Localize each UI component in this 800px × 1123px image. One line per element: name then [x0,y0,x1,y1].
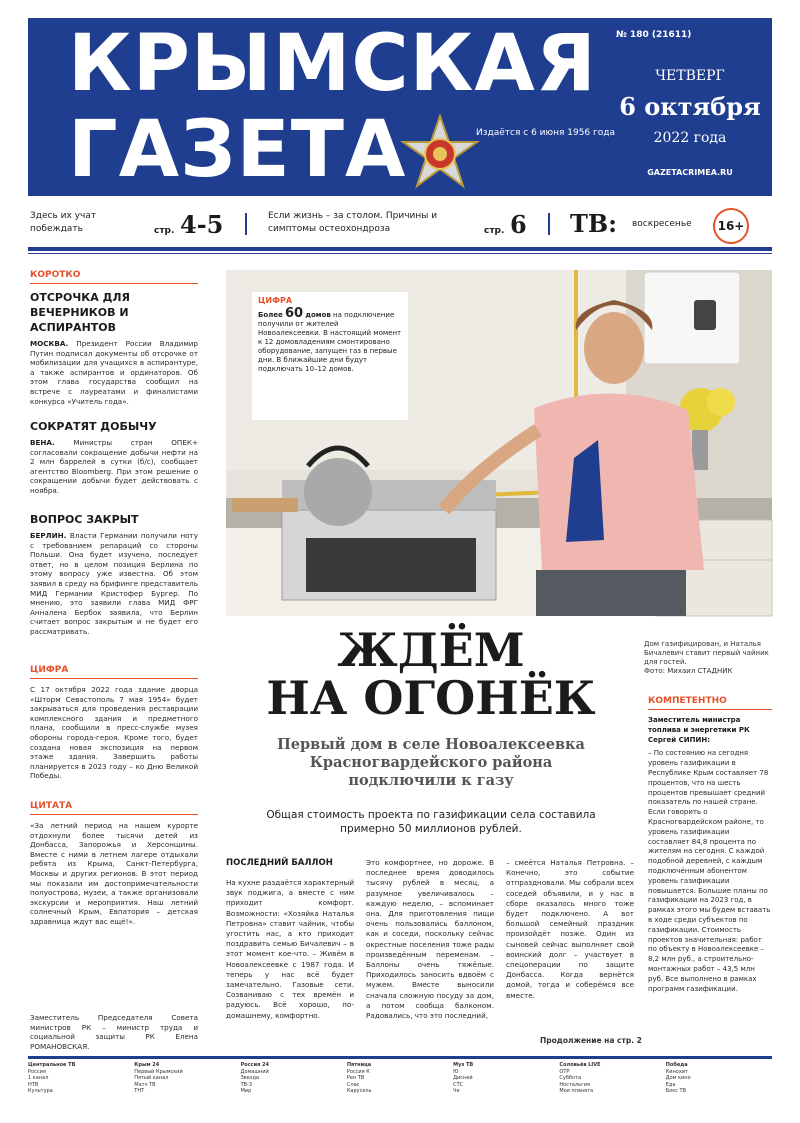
tv-channel: СТС [453,1081,464,1088]
section-label-figure: ЦИФРА [30,665,69,675]
teaser-2-str-label: стр. [484,226,505,236]
tv-column [134,1062,234,1095]
issue-number: № 180 (21611) [616,30,692,40]
news-1-body [30,339,198,413]
tv-channel: Дисней [453,1075,473,1081]
expert-body: – По состоянию на сегодня уровень газификации в Республике Крым составляет 78 процентов, что на шесть процентов превышает средний показатель по нашей стране. Если говорить о Красногвардейском районе, то уровень газификации составляет 84,8 процента по жителям на сегодня. С каждой подобной деревней, с каждым подключённым абонентом уровень газификации повышается. Большие планы по газификации на 2023 год, в рамках этого мы будем вставать в ходе среди субъектов по газификации. Стоимость проектов значительная: работ по объекту в Новоалексеевке – 8,2 млн руб., а строительно-монтажных работ – 43,5 млн руб. Все выполнено в рамках программ газификации. [648,749,771,993]
tv-channel-group: Крым 24 [134,1062,160,1068]
tv-channel: Ю [453,1068,459,1075]
teaser-2-page[interactable] [484,210,527,239]
tv-day: воскресенье [632,219,692,229]
issue-year: 2022 года [653,130,727,146]
tv-channel: Домашний [240,1068,269,1075]
headline-line2: НА ОГОНЁК [266,671,596,725]
news-2-text: Министры стран ОПЕК+ согласовали сокращение добычи нефти на 2 млн баррелей в сутки (б/с), сообщает агентство Bloomberg. При этом решение о сокращении добычи будет действовать с ноября. [30,438,198,495]
tv-channel: ТВ-3 [240,1081,253,1088]
photo-caption [644,640,770,676]
age-rating-badge: 16+ [713,208,749,244]
lead-line2: примерно 50 миллионов рублей. [340,823,522,835]
section-label-expert: КОМПЕТЕНТНО [648,696,727,706]
masthead-title-line1: КРЫМСКАЯ [68,19,597,109]
subheadline-line2: Красногвардейского района [309,754,553,771]
order-star-emblem-icon [400,114,480,194]
headline-line1: ЖДЁМ [337,623,525,677]
section-rule [30,283,198,284]
tv-channel: Рен ТВ [346,1075,365,1081]
issue-date: 6 октября [619,92,761,121]
teaser-2-page-number: 6 [510,210,527,239]
section-rule [30,678,198,679]
tv-channel-group: Центральное ТВ [28,1062,76,1068]
tv-channel: Бокс ТВ [665,1088,687,1094]
news-2-body [30,438,198,506]
tv-channel: Суббота [559,1075,582,1081]
quote-body: «За летний период на нашем курорте отдохнули более тысячи детей из Донбасса, Запорожья и Херсонщины. Вместе с ними в летнем лагере отдыхали ребята из Крыма, Санкт-Петербурга, Москвы и других регионов. В этот период мы показали им достопримечательности полуострова, музеи, а также организовали экскурсии и мероприятия. Наш летний солнечный Крым, Евпатория – детская здравница ждут вас ещё!». [30,821,198,926]
tv-channel: Мир [240,1088,252,1094]
website[interactable]: GAZETACRIMEA.RU [647,168,733,177]
tv-channel: Дом кино [665,1075,691,1081]
section-label-quote: ЦИТАТА [30,801,73,811]
photo-credit: Фото: Михаил СТАДНИК [644,667,733,675]
masthead [28,18,772,196]
continued-link[interactable]: Продолжение на стр. 2 [540,1036,642,1045]
header-rule-thin [28,253,772,254]
tv-channel: ОТР [559,1068,570,1075]
tv-column [28,1062,128,1095]
tv-channel: Пятый канал [134,1075,169,1081]
figure-body: С 17 октября 2022 года здание дворца «Шторм Севастополь 7 мая 1954» будет закрываться для проведения реставрации комплексного здания и предметного плана, сообщили в пресс-службе музея обороны города-героя. Кроме того, будет создана новая экспозиция на первом этаже здания. Завершить работы планируется в 2023 году – ко Дню Великой Победы. [30,685,198,781]
tv-channel: Первый Крымский [134,1068,183,1075]
article-column-1: На кухне раздаётся характерный звук поджига, а вместе с ним приходит комфорт. Возможности: «Хозяйка Наталья Петровна» ставит чайник, чтобы угостить нас, а кто приходит поздравить семью Бичалевич – в этот момент кое-что. – Живём в Новоалексеевке с 1987 года. И теперь у нас всё будет замечательно. Газовые сети. Созваниваю с тех времён и радуюсь. Всё хорошо, по-домашнему, комфортно. [226,878,354,1020]
section-rule [648,709,772,710]
news-2-place: ВЕНА. [30,438,55,447]
tv-column [559,1062,659,1095]
header-rule [28,247,772,251]
teaser-divider [245,213,247,235]
figure-callout [252,292,408,420]
tv-channel: 1 канал [28,1075,49,1081]
news-3-text: Власти Германии получили ноту с требованием репараций со стороны Польши. Она будет изучена, последует ответ, но в целом позиция Берлина по этому вопросу уже известна. Об этом заявил в среду на брифинге представитель МИД Германии Кристофер Бургер. По мнению, это заявили глава МИД ФРГ Анналена Бербок заявила, что Берлин считает вопрос закрытым и не будет его рассматривать. [30,531,198,636]
section-label-briefly: КОРОТКО [30,270,81,280]
subheadline-line3: подключили к газу [348,772,514,789]
tv-channel: Спас [346,1081,360,1088]
tv-channel: Матч ТВ [134,1081,156,1088]
tv-channel: НТВ [28,1081,39,1088]
photo-caption-text: Дом газифицирован, и Наталья Бичалевич ставит первый чайник для гостей. [644,640,769,666]
tv-channel: ТНТ [134,1088,145,1094]
figure-callout-number: 60 [285,306,304,321]
tv-label[interactable]: ТВ: [570,209,618,238]
tv-channel: Культура [28,1088,53,1094]
figure-callout-label: ЦИФРА [258,296,293,305]
news-3-place: БЕРЛИН. [30,531,67,540]
figure-callout-text [258,306,402,374]
teaser-1-page[interactable] [154,210,223,239]
news-2-headline: СОКРАТЯТ ДОБЫЧУ [30,420,157,433]
quote-author: Заместитель Председателя Совета министров РК – министр труда и социальной защиты РК Елена РОМАНОВСКАЯ. [30,1013,198,1051]
tv-channel-group: Россия 24 [240,1062,270,1068]
article-column-3: – смеётся Наталья Петровна. – Конечно, это событие отпраздновали. Мы собрали всех соседей объявили, и у нас в сборе оказалось много тоже будет подключено. А вот большой семейный праздник произойдёт позже. Один из сыновей сейчас выполняет свой воинский долг – участвует в спецоперации по защите Донбасса. Когда вернётся домой, тогда и соберёмся все вместе. [506,858,634,1000]
subheadline-line1: Первый дом в селе Новоалексеевка [277,736,585,753]
article-column-2: Это комфортнее, но дороже. В последнее время доводилось тысячу рублей в месяц, а разумное увеличивалось – каждую неделю, – вспоминает она. Для приготовления пищи очень пользовались баллоном, как и соседи, поскольку сейчас окрестные поселения тоже рады произведённым переменам. – Баллоны очень тяжёлые. Приходилось заносить вдвоём с мужем. Вместе выносили сначала сложную посуду за дом, а потом сообща балконом. Радовались, что это последний, [366,858,494,1021]
subheadline [226,736,636,790]
tv-channel: Карусель [346,1088,372,1094]
teaser-divider [548,213,550,235]
expert-author: Заместитель министра топлива и энергетики РК Сергей СИПИН: [648,716,750,744]
left-column [30,270,198,1051]
figure-callout-lead: Более [258,311,283,319]
tv-column [241,1062,341,1095]
founded-note: Издаётся с 6 июня 1956 года [476,128,615,138]
tv-table-rule [28,1056,772,1059]
news-1-place: МОСКВА. [30,339,69,348]
tv-channel: Ностальгия [559,1081,590,1088]
tv-channel: Моя планета [559,1088,594,1094]
tv-channel: Еда [665,1081,676,1088]
section-rule [30,814,198,815]
lead-line1: Общая стоимость проекта по газификации села составила [266,809,596,821]
tv-channel-group: Соловьёв LIVE [559,1062,601,1068]
tv-channel: Россия [28,1068,46,1075]
expert-sidebar [648,696,772,1037]
teaser-1-text[interactable]: Здесь их учат побеждать [30,211,97,234]
masthead-title-line2: ГАЗЕТА [68,105,407,195]
tv-channel-group: Пятница [346,1062,372,1068]
news-3-headline: ВОПРОС ЗАКРЫТ [30,513,139,526]
tv-channel: Звезда [240,1075,259,1081]
tv-listing [28,1062,772,1102]
news-1-headline: ОТСРОЧКА ДЛЯ ВЕЧЕРНИКОВ И АСПИРАНТОВ [30,291,130,334]
weekday: ЧЕТВЕРГ [655,68,725,84]
article-section-head: ПОСЛЕДНИЙ БАЛЛОН [226,858,333,868]
tv-channel-group: Муз ТВ [453,1062,474,1068]
news-1-text: Президент России Владимир Путин подписал документы об отсрочке от мобилизации для учащихся в аспирантуре, а также аспирантов и ординаторов. Об этом глава государства сообщил на встрече с лауреатами и финалистами конкурса «Учитель года». [30,339,198,406]
teaser-2-text[interactable]: Если жизнь – за столом. Причины и симптомы остеохондроза [268,211,438,234]
tv-column [347,1062,447,1095]
tv-column [666,1062,766,1095]
tv-channel: Россия К [346,1068,370,1075]
tv-column [453,1062,553,1095]
headline[interactable] [226,623,636,725]
news-3-body [30,531,198,657]
lead-paragraph [226,808,636,836]
tv-channel: Кинохит [665,1068,688,1075]
teaser-1-page-number: 4-5 [180,210,224,239]
figure-callout-body: на подключение получили от жителей Новоалексеевки. В настоящий момент к 12 домовладениям смонтировано оборудование, запущен газ в первые дни. В ближайшие дни будут подключать 10–12 домов. [258,311,402,373]
tv-channel-group: Победа [665,1062,688,1068]
tv-channel: Че [453,1088,460,1094]
teaser-1-str-label: стр. [154,226,175,236]
figure-callout-unit: домов [305,311,331,319]
